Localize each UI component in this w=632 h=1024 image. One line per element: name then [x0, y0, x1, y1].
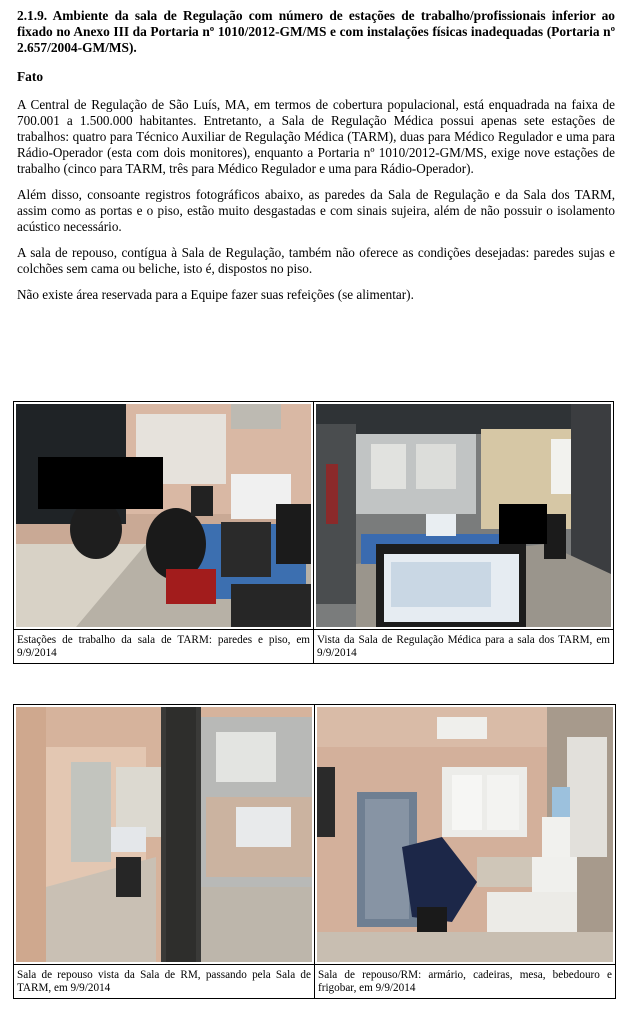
- photo-caption-2: Vista da Sala de Regulação Médica para a sala dos TARM, em 9/9/2014: [314, 630, 614, 664]
- photo-caption-4: Sala de repouso/RM: armário, cadeiras, mesa, bebedouro e frigobar, em 9/9/2014: [315, 965, 616, 999]
- photo-cell: [315, 705, 616, 965]
- document-page: [17, 8, 615, 309]
- photo-table-2: [13, 704, 616, 999]
- paragraph-4: Não existe área reservada para a Equipe fazer suas refeições (se alimentar).: [17, 287, 414, 302]
- photo-cell: [314, 402, 614, 630]
- photo-tarm-workstations: [16, 404, 311, 627]
- photo-cell: [14, 402, 314, 630]
- photo-cell: [14, 705, 315, 965]
- section-heading: 2.1.9. Ambiente da sala de Regulação com número de estações de trabalho/profissionais inferior ao fixado no Anexo III da Portaria nº 1010/2012-GM/MS e com instalações físicas inadequadas (Portaria nº 2.657/2004-GM/MS).: [17, 8, 615, 55]
- photo-table-1: [13, 401, 614, 664]
- paragraph-2: Além disso, consoante registros fotográficos abaixo, as paredes da Sala de Regulação e da Sala dos TARM, assim como as portas e o piso, estão muito desgastadas e com sinais sujeira, além de não possuir o isolamento acústico necessário.: [17, 187, 615, 234]
- photo-regulation-room: [316, 404, 611, 627]
- photo-caption-1: Estações de trabalho da sala de TARM: paredes e piso, em 9/9/2014: [14, 630, 314, 664]
- paragraph-1: A Central de Regulação de São Luís, MA, em termos de cobertura populacional, está enquadrada na faixa de 700.001 a 1.500.000 habitantes. Entretanto, a Sala de Regulação Médica possui apenas sete estações de trabalhos: quatro para Técnico Auxiliar de Regulação Médica (TARM), duas para Médico Regulador e uma para Rádio-Operador (esta com dois monitores), enquanto a Portaria nº 1010/2012-GM/MS, exige nove estações de trabalho (cinco para TARM, três para Médico Regulador e uma para Rádio-Operador).: [17, 97, 615, 176]
- photo-rest-room-view: [16, 707, 312, 962]
- fato-label: Fato: [17, 69, 44, 84]
- paragraph-3: A sala de repouso, contígua à Sala de Regulação, também não oferece as condições desejadas: paredes sujas e colchões sem cama ou beliche, isto é, dispostos no piso.: [17, 245, 615, 276]
- photo-caption-3: Sala de repouso vista da Sala de RM, passando pela Sala de TARM, em 9/9/2014: [14, 965, 315, 999]
- photo-rest-room-equipment: [317, 707, 613, 962]
